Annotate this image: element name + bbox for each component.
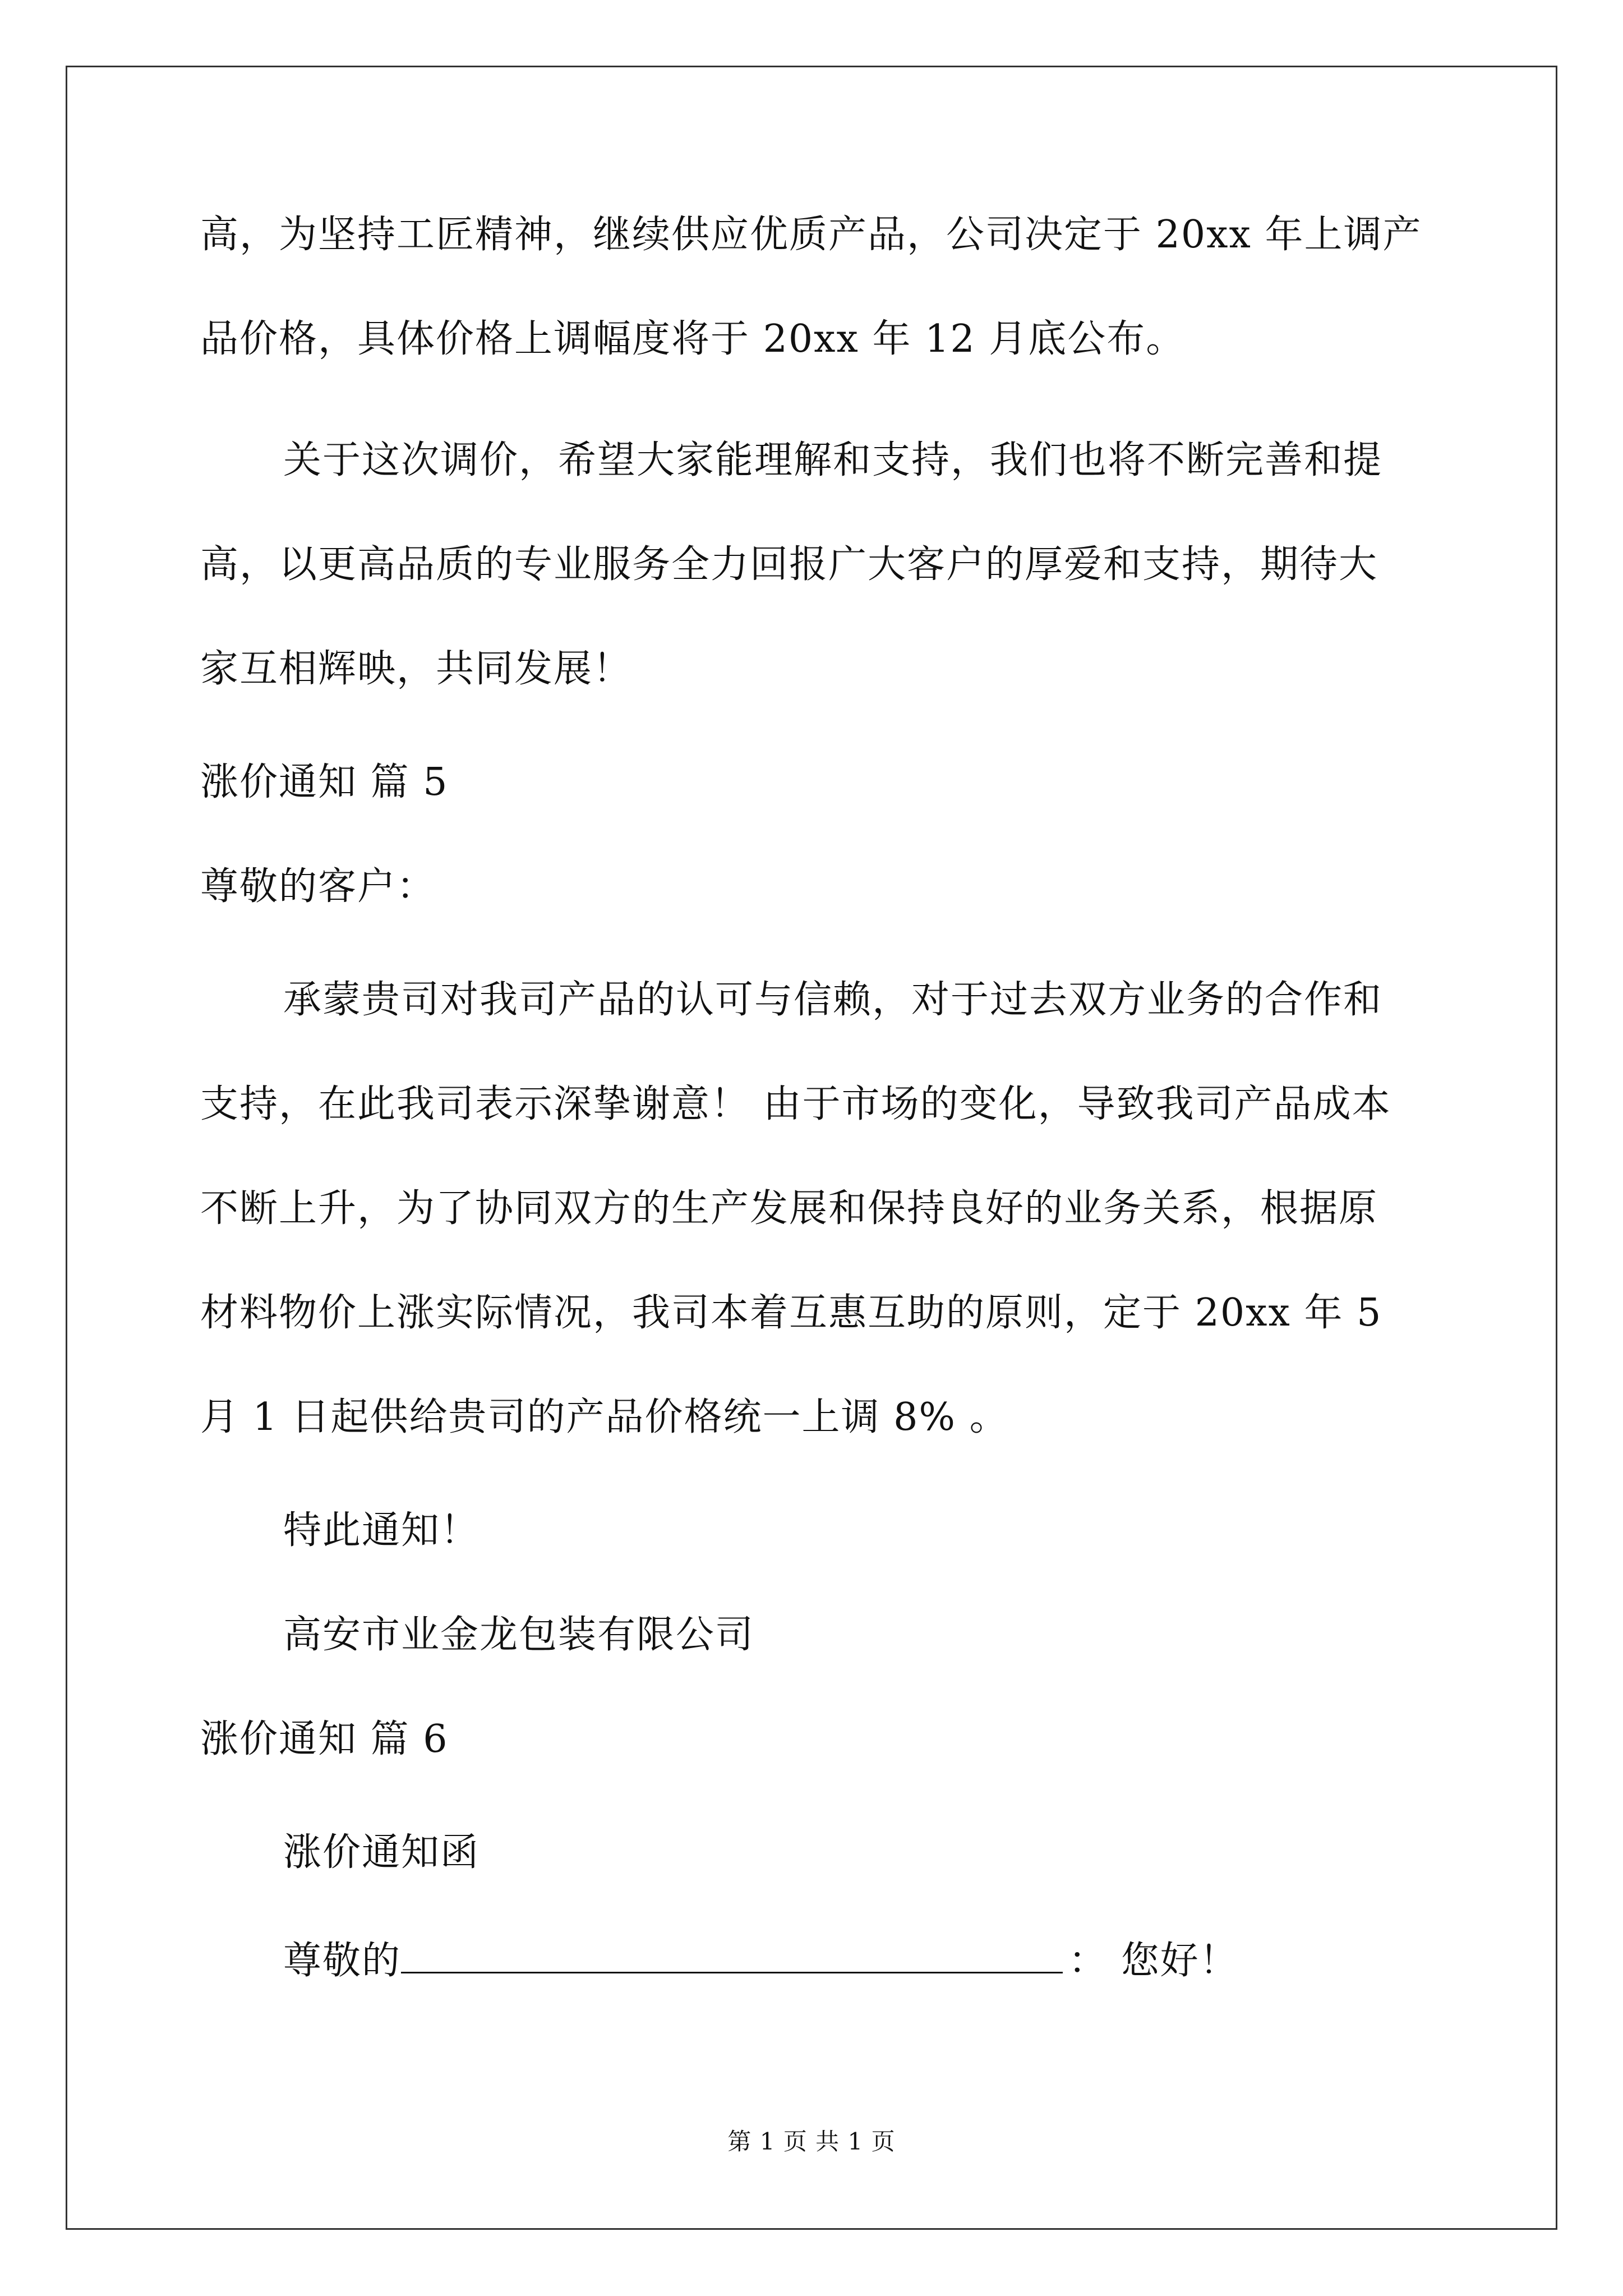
paragraph-line: 品价格，具体价格上调幅度将于 20xx 年 12 月底公布。	[200, 317, 1186, 361]
paragraph-line: 月 1 日起供给贵司的产品价格统一上调 8% 。	[200, 1395, 1009, 1439]
paragraph-line: 支持，在此我司表示深挚谢意！ 由于市场的变化，导致我司产品成本	[200, 1082, 1391, 1126]
section-heading-6: 涨价通知 篇 6	[200, 1717, 449, 1761]
letter-title: 涨价通知函	[283, 1830, 480, 1875]
paragraph-line: 材料物价上涨实际情况，我司本着互惠互助的原则，定于 20xx 年 5	[200, 1291, 1382, 1335]
greeting-line	[283, 1938, 1239, 1983]
paragraph-line: 家互相辉映，共同发展！	[200, 647, 633, 691]
greeting-prefix: 尊敬的	[283, 1939, 402, 1983]
closing-notice: 特此通知！	[283, 1508, 480, 1553]
paragraph-line: 高，为坚持工匠精神，继续供应优质产品，公司决定于 20xx 年上调产	[200, 213, 1422, 257]
company-name: 高安市业金龙包装有限公司	[283, 1613, 755, 1657]
paragraph-line: 关于这次调价，希望大家能理解和支持，我们也将不断完善和提	[283, 438, 1383, 482]
paragraph-line: 高，以更高品质的专业服务全力回报广大客户的厚爱和支持，期待大	[200, 542, 1378, 587]
paragraph-line: 不断上升，为了协同双方的生产发展和保持良好的业务关系，根据原	[200, 1186, 1378, 1231]
recipient-blank[interactable]	[401, 1938, 1063, 1973]
salutation: 尊敬的客户：	[200, 864, 436, 909]
paragraph-line: 承蒙贵司对我司产品的认可与信赖，对于过去双方业务的合作和	[283, 978, 1383, 1022]
page-footer: 第 1 页 共 1 页	[727, 2128, 896, 2155]
section-heading-5: 涨价通知 篇 5	[200, 760, 449, 804]
greeting-suffix: ： 您好！	[1068, 1939, 1239, 1983]
page-border	[66, 66, 1557, 2230]
